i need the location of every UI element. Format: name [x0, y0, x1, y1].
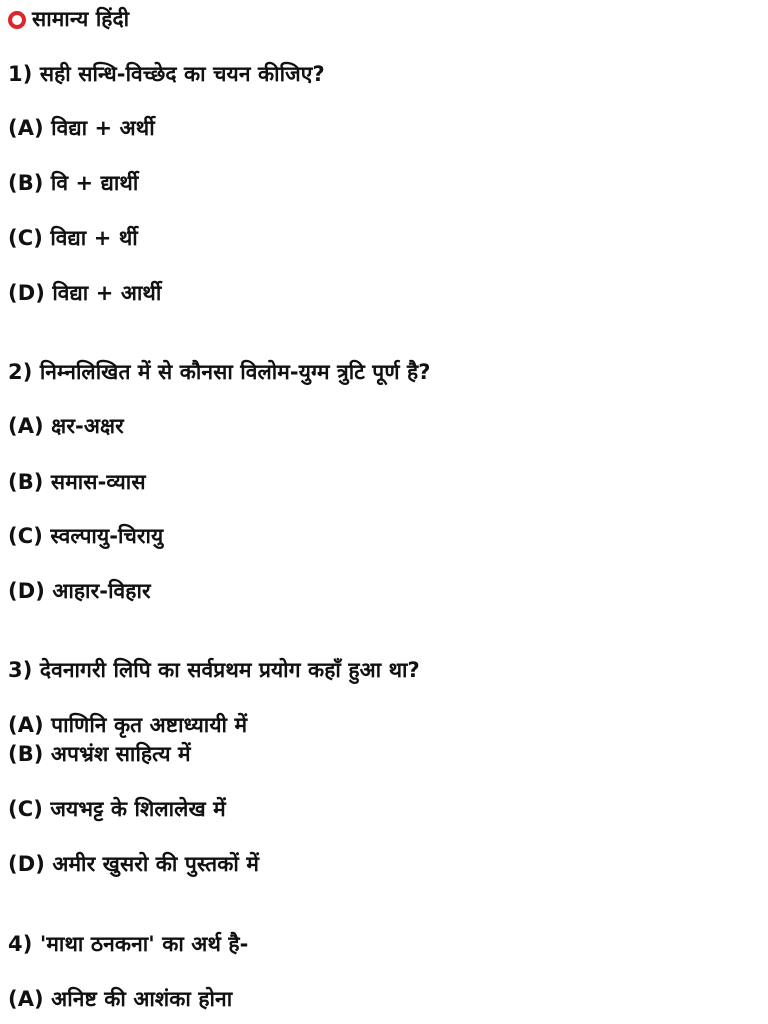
question-3-option-c: (C) जयभट्ट के शिलालेख में	[8, 797, 226, 821]
red-circle-icon	[8, 11, 26, 29]
question-1-option-b: (B) वि + द्यार्थी	[8, 171, 139, 195]
question-2-option-b: (B) समास-व्यास	[8, 470, 146, 494]
question-1-option-a: (A) विद्या + अर्थी	[8, 116, 155, 140]
question-4: 4) 'माथा ठनकना' का अर्थ है-	[8, 932, 249, 956]
question-1-option-d: (D) विद्या + आर्थी	[8, 281, 162, 305]
question-2-option-a: (A) क्षर-अक्षर	[8, 414, 124, 438]
page-title	[8, 4, 129, 34]
question-1: 1) सही सन्धि-विच्छेद का चयन कीजिए?	[8, 62, 325, 86]
question-3: 3) देवनागरी लिपि का सर्वप्रथम प्रयोग कहाँ हुआ था?	[8, 658, 420, 682]
question-2: 2) निम्नलिखित में से कौनसा विलोम-युग्म त्रुटि पूर्ण है?	[8, 360, 431, 384]
question-1-option-c: (C) विद्या + र्थी	[8, 226, 138, 250]
question-4-option-a: (A) अनिष्ट की आशंका होना	[8, 987, 233, 1011]
page-title-text: सामान्य हिंदी	[32, 7, 130, 31]
question-3-option-d: (D) अमीर खुसरो की पुस्तकों में	[8, 852, 259, 876]
question-2-option-c: (C) स्वल्पायु-चिरायु	[8, 524, 164, 548]
question-3-option-b: (B) अपभ्रंश साहित्य में	[8, 742, 191, 766]
question-2-option-d: (D) आहार-विहार	[8, 579, 151, 603]
question-3-option-a: (A) पाणिनि कृत अष्टाध्यायी में	[8, 713, 248, 737]
